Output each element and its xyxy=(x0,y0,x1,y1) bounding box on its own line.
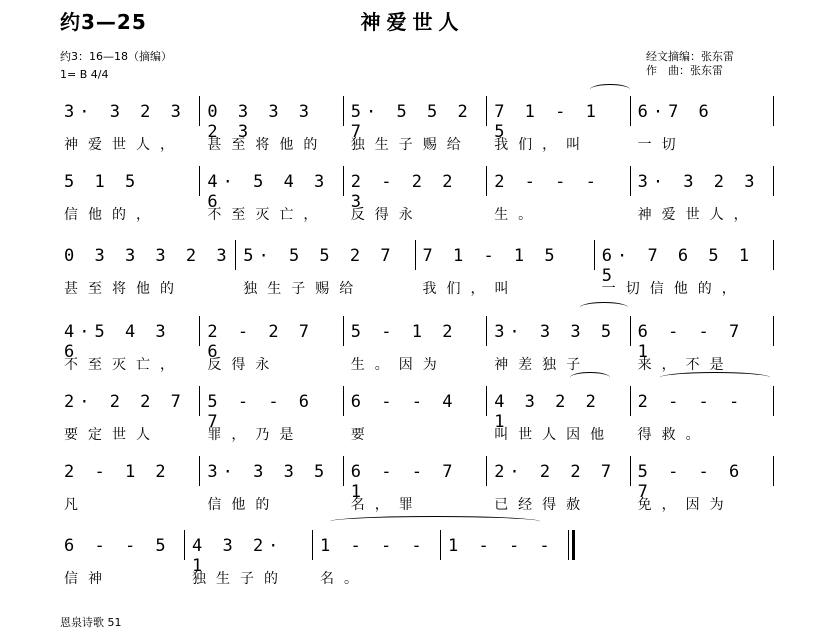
measure xyxy=(494,96,627,156)
measure xyxy=(192,530,310,590)
measure-notes: 1 - - - xyxy=(448,536,555,556)
barline xyxy=(343,96,344,126)
measure xyxy=(448,530,566,590)
barline xyxy=(235,240,236,270)
score-row xyxy=(0,530,825,604)
barline xyxy=(184,530,185,560)
measure-lyric: 不至灭亡， xyxy=(207,207,328,223)
barline xyxy=(343,386,344,416)
measure-lyric: 信神 xyxy=(64,571,112,587)
scripture-note: 约3：16—18（摘编） xyxy=(60,50,172,63)
measure-notes: 6· 7 6 5 1 5 xyxy=(601,246,755,286)
measure-lyric: 生。 xyxy=(494,207,543,223)
barline xyxy=(199,456,200,486)
barline xyxy=(630,456,631,486)
measure-lyric: 来，不是 xyxy=(637,357,734,373)
slur-mark xyxy=(580,302,628,313)
measure-lyric: 反得永 xyxy=(350,207,423,223)
measure-notes: 2 - 2 2 3 xyxy=(350,172,458,212)
measure xyxy=(494,166,627,226)
barline xyxy=(773,96,774,126)
measure-notes: 4·5 4 3 6 xyxy=(64,322,171,362)
key-signature: 1= B 4/4 xyxy=(60,68,109,81)
measure xyxy=(351,456,484,516)
measure xyxy=(207,166,340,226)
score-row xyxy=(0,240,825,314)
barline xyxy=(773,166,774,196)
barline xyxy=(773,386,774,416)
measure-lyric: 名，罪 xyxy=(350,497,423,513)
measure xyxy=(494,386,627,446)
measure-notes: 6·7 6 xyxy=(637,102,714,122)
measure-lyric: 神爱世人， xyxy=(637,207,758,223)
measure-lyric: 反得永 xyxy=(207,357,280,373)
barline xyxy=(773,456,774,486)
measure-notes: 1 - - - xyxy=(320,536,427,556)
measure xyxy=(207,316,340,376)
measure-notes: 7 1 - 1 5 xyxy=(422,246,560,266)
measure-notes: 2· 2 2 7 xyxy=(494,462,617,482)
measure-lyric: 叫世人因他 xyxy=(494,427,615,443)
barline xyxy=(486,386,487,416)
measure-notes: 6 - - 7 1 xyxy=(350,462,458,502)
barline xyxy=(440,530,441,560)
barline xyxy=(199,96,200,126)
measure-notes: 3· 3 2 3 xyxy=(637,172,760,192)
measure-lyric: 一切 xyxy=(637,137,686,153)
measure-notes: 3· 3 2 3 xyxy=(64,102,186,122)
barline xyxy=(199,316,200,346)
barline xyxy=(343,316,344,346)
measure-lyric: 我们，叫 xyxy=(494,137,591,153)
source-footer: 恩泉诗歌 51 xyxy=(60,616,122,629)
measure-lyric: 信他的 xyxy=(207,497,280,513)
measure-lyric: 甚至将他的 xyxy=(64,281,184,297)
measure-lyric: 生。因为 xyxy=(350,357,447,373)
measure xyxy=(64,166,197,226)
barline xyxy=(630,386,631,416)
slur-mark xyxy=(570,372,610,383)
measure xyxy=(351,386,484,446)
measure xyxy=(207,456,340,516)
measure-lyric: 要定世人 xyxy=(64,427,160,443)
final-barline xyxy=(572,530,575,560)
music-credit: 作 曲：张东雷 xyxy=(646,64,723,77)
measure-notes: 5 - 1 2 xyxy=(350,322,458,342)
slur-mark xyxy=(660,372,770,383)
measure-notes: 2 - - - xyxy=(637,392,745,412)
barline xyxy=(630,96,631,126)
measure xyxy=(64,386,197,446)
measure-lyric: 神爱世人， xyxy=(64,137,184,153)
measure-notes: 7 1 - 1 5 xyxy=(494,102,601,142)
slur-mark xyxy=(590,84,630,95)
barline xyxy=(343,166,344,196)
measure xyxy=(207,386,340,446)
measure-notes: 5· 5 5 2 7 xyxy=(350,102,473,142)
measure-notes: 2· 2 2 7 xyxy=(64,392,186,412)
measure xyxy=(602,240,771,300)
measure xyxy=(638,316,771,376)
measure-lyric: 凡 xyxy=(64,497,88,513)
measure-notes: 6 - - 4 xyxy=(350,392,458,412)
measure-lyric: 一切信他的， xyxy=(601,281,746,297)
measure-lyric: 独生子赐给 xyxy=(350,137,471,153)
measure xyxy=(638,166,771,226)
measure xyxy=(64,316,197,376)
barline xyxy=(773,240,774,270)
measure-lyric: 甚至将他的 xyxy=(207,137,328,153)
measure-lyric: 我们，叫 xyxy=(422,281,519,297)
measure-notes: 2 - - - xyxy=(494,172,601,192)
measure-notes: 3· 3 3 5 xyxy=(494,322,617,342)
measure-notes: 5· 5 5 2 7 xyxy=(243,246,396,266)
measure-notes: 2 - 2 7 6 xyxy=(207,322,315,362)
measure-notes: 4 3 2 2 1 xyxy=(494,392,601,432)
measure xyxy=(64,530,182,590)
score-row xyxy=(0,386,825,460)
barline xyxy=(312,530,313,560)
measure xyxy=(638,386,771,446)
measure-notes: 2 - 1 2 xyxy=(64,462,171,482)
measure-notes: 6 - - 7 1 xyxy=(637,322,745,362)
measure xyxy=(638,456,771,516)
barline xyxy=(486,316,487,346)
measure xyxy=(207,96,340,156)
score-row xyxy=(0,166,825,240)
measure-lyric: 已经得赦 xyxy=(494,497,591,513)
measure-lyric: 神差独子 xyxy=(494,357,591,373)
score-row xyxy=(0,96,825,170)
slur-mark xyxy=(330,516,540,527)
barline xyxy=(415,240,416,270)
measure-lyric: 罪，乃是 xyxy=(207,427,304,443)
lyrics-credit: 经文摘编：张东雷 xyxy=(646,50,734,63)
measure-notes: 6 - - 5 xyxy=(64,536,171,556)
barline xyxy=(630,316,631,346)
measure-notes: 5 - - 6 7 xyxy=(637,462,745,502)
measure-lyric: 免，因为 xyxy=(637,497,734,513)
measure-notes: 3· 3 3 5 xyxy=(207,462,330,482)
barline xyxy=(486,96,487,126)
barline xyxy=(486,456,487,486)
measure xyxy=(243,240,412,300)
barline xyxy=(773,316,774,346)
measure-notes: 5 - - 6 7 xyxy=(207,392,315,432)
measure xyxy=(64,456,197,516)
measure-lyric: 名。 xyxy=(320,571,368,587)
measure-notes: 4 3 2· 1 xyxy=(192,536,284,576)
measure-notes: 0 3 3 3 2 3 xyxy=(207,102,315,142)
measure xyxy=(320,530,438,590)
barline xyxy=(630,166,631,196)
measure xyxy=(64,96,197,156)
measure-lyric: 不至灭亡， xyxy=(64,357,184,373)
measure xyxy=(351,166,484,226)
measure-notes: 5 1 5 xyxy=(64,172,141,192)
measure xyxy=(494,456,627,516)
measure xyxy=(638,96,771,156)
hymn-code: 约3—25 xyxy=(60,10,147,34)
measure xyxy=(351,96,484,156)
measure-lyric: 独生子的 xyxy=(192,571,288,587)
measure xyxy=(494,316,627,376)
measure-lyric: 独生子赐给 xyxy=(243,281,364,297)
barline xyxy=(199,166,200,196)
barline xyxy=(568,530,569,560)
barline xyxy=(594,240,595,270)
barline xyxy=(199,386,200,416)
measure xyxy=(351,316,484,376)
barline xyxy=(486,166,487,196)
barline xyxy=(343,456,344,486)
measure-lyric: 信他的， xyxy=(64,207,160,223)
measure xyxy=(64,240,233,300)
song-title: 神爱世人 xyxy=(360,10,465,34)
measure xyxy=(423,240,592,300)
measure-notes: 4· 5 4 3 6 xyxy=(207,172,330,212)
measure-notes: 0 3 3 3 2 3 xyxy=(64,246,232,266)
measure-lyric: 得救。 xyxy=(637,427,710,443)
measure-lyric: 要 xyxy=(350,427,375,443)
